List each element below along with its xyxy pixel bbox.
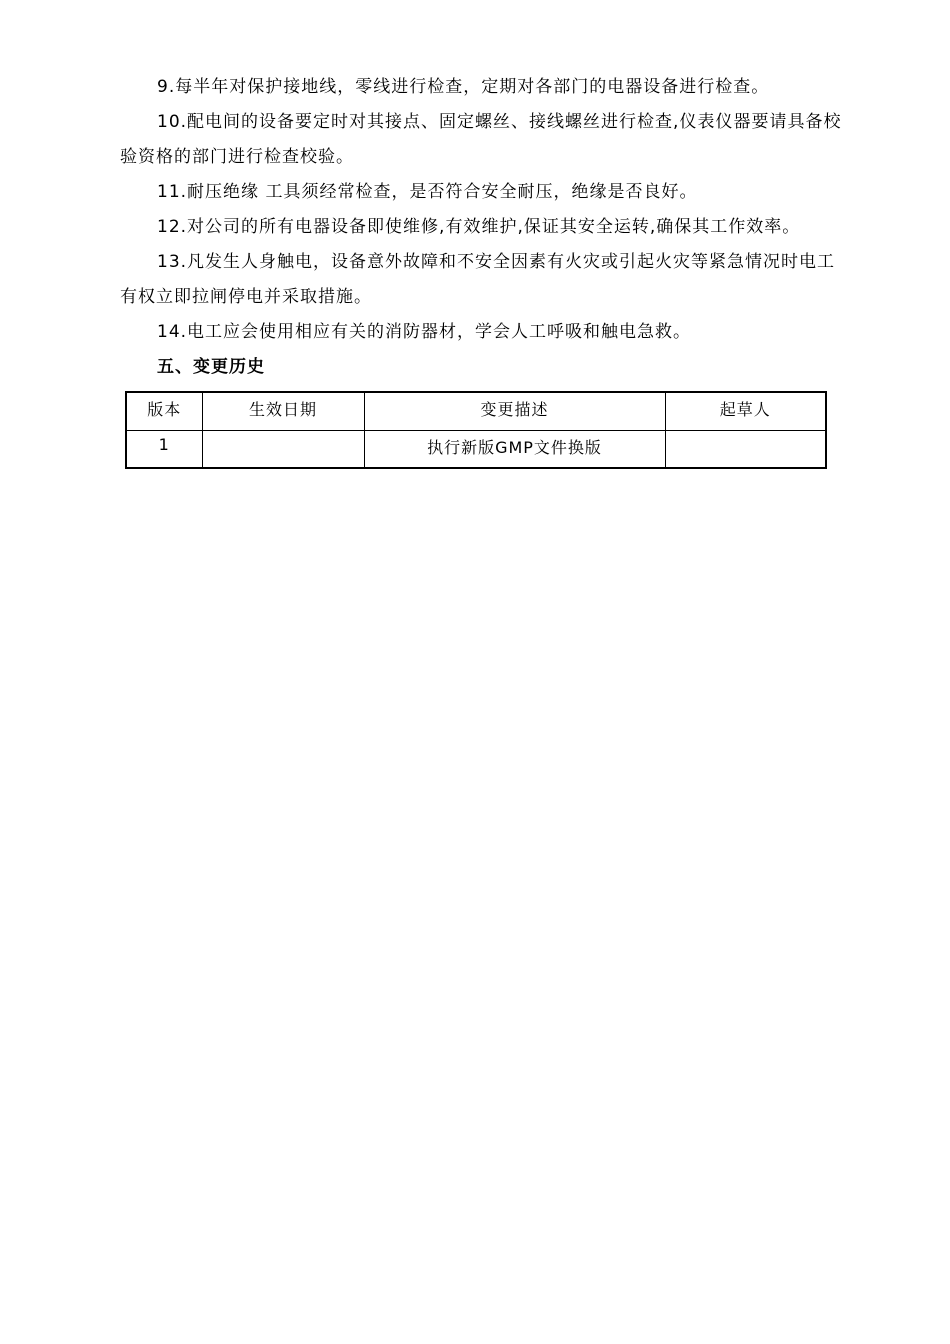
paragraph-item-13: 13.凡发生人身触电，设备意外故障和不安全因素有火灾或引起火灾等紧急情况时电工有权立即拉闸停电并采取措施。 bbox=[120, 252, 836, 307]
change-history-table bbox=[125, 391, 827, 469]
paragraph-item-12: 12.对公司的所有电器设备即使维修,有效维护,保证其安全运转,确保其工作效率。 bbox=[157, 217, 801, 237]
header-change-description: 变更描述 bbox=[364, 392, 665, 431]
cell-drafter bbox=[665, 431, 826, 469]
paragraph-item-11: 11.耐压绝缘 工具须经常检查，是否符合安全耐压，绝缘是否良好。 bbox=[157, 182, 698, 202]
header-drafter: 起草人 bbox=[665, 392, 826, 431]
paragraph-item-14: 14.电工应会使用相应有关的消防器材，学会人工呼吸和触电急救。 bbox=[157, 322, 692, 342]
header-version: 版本 bbox=[126, 392, 202, 431]
section-title-change-history: 五、变更历史 bbox=[157, 357, 265, 377]
table-header-row bbox=[126, 392, 826, 431]
header-effective-date: 生效日期 bbox=[202, 392, 364, 431]
cell-change-description: 执行新版GMP文件换版 bbox=[364, 431, 665, 469]
table-row bbox=[126, 431, 826, 469]
paragraph-item-10: 10.配电间的设备要定时对其接点、固定螺丝、接线螺丝进行检查,仪表仪器要请具备校验资格的部门进行检查校验。 bbox=[120, 112, 842, 167]
cell-version: 1 bbox=[126, 431, 202, 469]
paragraph-item-9: 9.每半年对保护接地线，零线进行检查，定期对各部门的电器设备进行检查。 bbox=[157, 77, 770, 97]
cell-effective-date bbox=[202, 431, 364, 469]
